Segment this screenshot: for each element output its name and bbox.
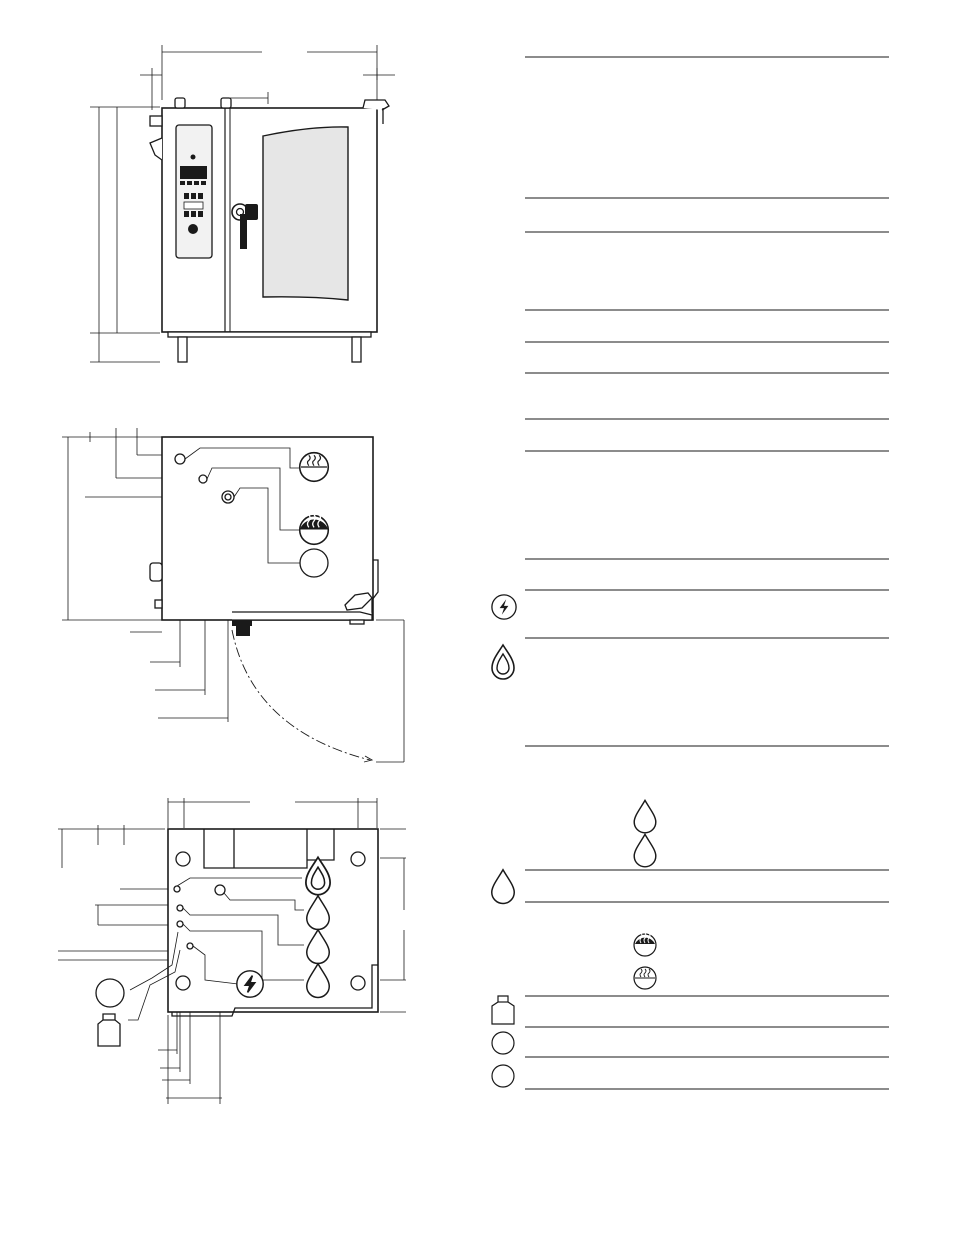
legend-detergent-bottle-icon	[492, 996, 514, 1024]
legend-water-drop-icon	[634, 800, 656, 832]
legend-water-drop-icon	[634, 834, 656, 866]
front-foot-left	[178, 337, 187, 362]
indicator-icon	[191, 155, 196, 160]
electric-bolt-icon	[237, 971, 263, 997]
side-view	[62, 428, 404, 762]
side-connection-1	[175, 454, 185, 464]
steam-vent-icon	[300, 453, 329, 482]
door-swing-arc	[232, 630, 370, 760]
spec-table	[525, 57, 889, 1089]
legend	[492, 595, 656, 1087]
legend-electric-icon	[492, 595, 516, 619]
drain-icon	[300, 514, 329, 544]
legend-water-supply-icon	[492, 870, 515, 904]
legend-steam-vent-icon	[634, 967, 656, 989]
side-connection-2	[199, 475, 207, 483]
side-body	[162, 437, 373, 620]
control-panel	[176, 125, 212, 258]
drain-fitting	[236, 626, 250, 636]
top-view	[58, 798, 406, 1104]
front-foot-right	[352, 337, 361, 362]
control-knob	[188, 224, 198, 234]
door-window	[263, 127, 348, 300]
front-view	[90, 45, 395, 362]
top-body	[168, 829, 378, 1012]
legend-connection-circle-icon	[492, 1065, 514, 1087]
connection-circle-icon	[96, 979, 124, 1007]
door-handle	[240, 214, 247, 249]
connection-circle-icon	[300, 549, 328, 577]
detergent-bottle-icon	[98, 1014, 120, 1046]
legend-gas-icon	[492, 645, 514, 679]
legend-drain-icon	[634, 933, 656, 956]
legend-connection-circle-icon	[492, 1032, 514, 1054]
display-screen	[180, 166, 207, 179]
